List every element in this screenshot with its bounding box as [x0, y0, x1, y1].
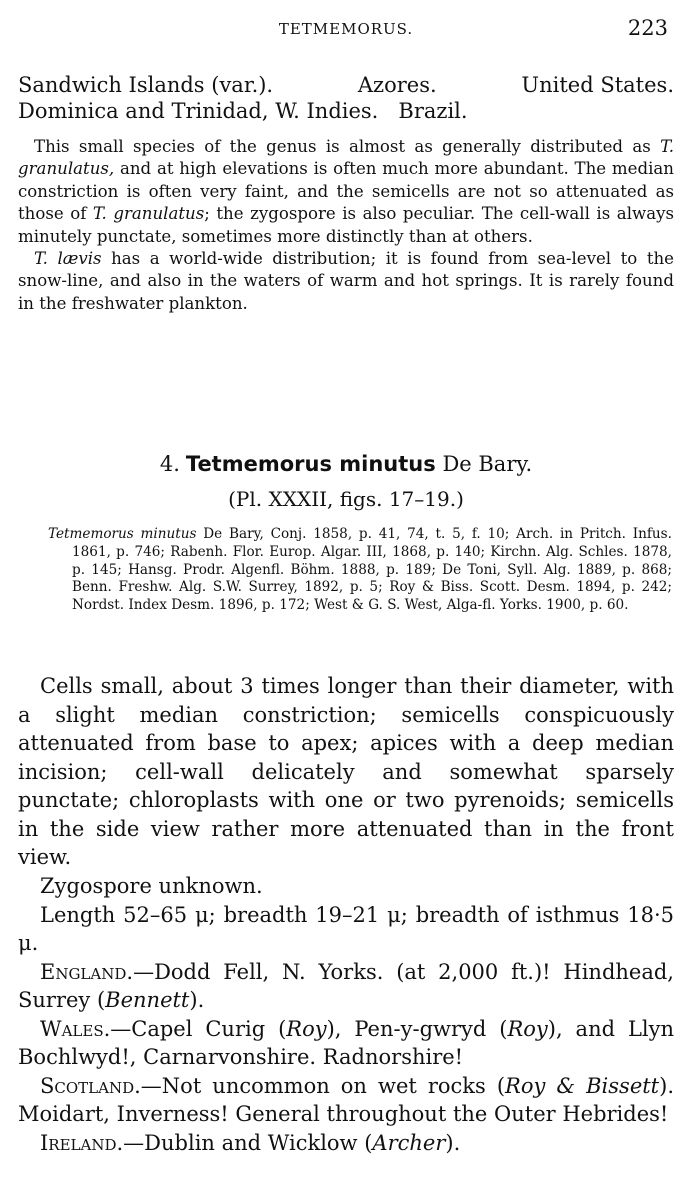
description [18, 672, 674, 872]
discussion-paragraph [18, 136, 674, 248]
region-label: Ireland. [40, 1130, 124, 1155]
text-run: —Not uncommon on wet rocks ( [140, 1073, 506, 1098]
distribution-item: Brazil. [398, 99, 468, 123]
text-run: —Dodd Fell, N. Yorks. (at 2,000 ft.)! Hindhead, Surrey ( [18, 959, 674, 1012]
text-run: ), Pen-y-gwryd ( [326, 1016, 508, 1041]
text-run: has a world-wide distribution; it is found from sea-level to the snow-line, and also in the waters of warm and hot springs. It is rarely found in the freshwater plankton. [18, 249, 674, 313]
discussion-paragraph [18, 248, 674, 315]
distribution-line [18, 98, 674, 124]
description-main: Cells small, about 3 times longer than their diameter, with a slight median constriction; semicells conspicuously attenuated from base to apex; apices with a deep median incision; cell-wall delicately and somewhat sparsely punctate; chloroplasts with one or two pyrenoids; semicells in the side view rather more attenuated than in the front view. [18, 674, 674, 869]
text-run: —Capel Curig ( [110, 1016, 287, 1041]
region-label: Wales. [40, 1016, 111, 1041]
running-title: TETMEMORUS. [278, 20, 414, 38]
record-england [18, 958, 674, 1015]
region-label: England. [40, 959, 134, 984]
record-wales [18, 1015, 674, 1072]
text-run: ). [189, 988, 205, 1012]
page-number: 223 [627, 16, 668, 40]
record-scotland [18, 1072, 674, 1129]
text-run: —Dublin and Wicklow ( [123, 1130, 373, 1155]
records [18, 872, 674, 1157]
synonymy [48, 526, 672, 615]
zygospore-note: Zygospore unknown. [40, 874, 263, 898]
distribution-item: Sandwich Islands (var.). [18, 73, 274, 97]
text-run: This small species of the genus is almost as generally distributed as [34, 137, 661, 156]
species-name: Tetmemorus minutus [185, 452, 436, 476]
text-run: ), and Llyn Bochlwyd!, Carnarvonshire. Radnorshire! [18, 1016, 674, 1069]
synonym-name: Tetmemorus minutus [48, 526, 197, 542]
species-number: 4. [159, 452, 180, 476]
species-ref: T. granulatus [92, 204, 205, 224]
region-label: Scotland. [40, 1073, 141, 1098]
synonymy-paragraph [48, 526, 672, 615]
distribution-item: United States. [521, 73, 674, 97]
text-run: ). Moidart, Inverness! General throughout the Outer Hebrides! [18, 1073, 674, 1126]
page-header [18, 14, 674, 44]
text-run: ; the zygospore is also peculiar. The cell-wall is always minutely punctate, sometimes more distinctly than at others. [18, 204, 674, 246]
plate-reference: (Pl. XXXII, figs. 17–19.) [228, 487, 464, 511]
discussion [18, 136, 674, 315]
dimensions: Length 52–65 μ; breadth 19–21 μ; breadth of isthmus 18·5 μ. [18, 902, 674, 955]
collector: Roy [286, 1016, 327, 1041]
species-author: De Bary. [442, 452, 533, 476]
species-heading [18, 452, 674, 476]
collector: Roy [507, 1016, 548, 1041]
distribution-item: Dominica and Trinidad, W. Indies. [18, 99, 379, 123]
text-run: ). [445, 1130, 461, 1155]
text-run: and at high elevations is often much more abundant. The median constriction is often very faint, and the semicells are not so attenuated as those of [18, 159, 674, 224]
collector: Archer [372, 1130, 446, 1155]
distribution-line [18, 72, 674, 98]
collector: Roy & Bissett [505, 1073, 660, 1098]
collector: Bennett [105, 988, 190, 1012]
distribution-item: Azores. [357, 73, 437, 97]
distribution-continuation [18, 72, 674, 124]
record-ireland [18, 1129, 674, 1158]
species-ref: T. lævis [34, 249, 102, 269]
synonymy-text: De Bary, Conj. 1858, p. 41, 74, t. 5, f. 10; Arch. in Pritch. Infus. 1861, p. 746; Rabenh. Flor. Europ. Algar. III, 1868, p. 140; Kirchn. Alg. Schles. 1878, p. 145; Hansg. Prodr. Algenfl. Böhm. 1888, p. 189; De Toni, Syll. Alg. 1889, p. 868; Benn. Freshw. Alg. S.W. Surrey, 1892, p. 5; Roy & Biss. Scott. Desm. 1894, p. 242; Nordst. Index Desm. 1896, p. 172; West & G. S. West, Alga-fl. Yorks. 1900, p. 60. [72, 526, 672, 614]
species-ref: T. granulatus, [18, 137, 674, 179]
